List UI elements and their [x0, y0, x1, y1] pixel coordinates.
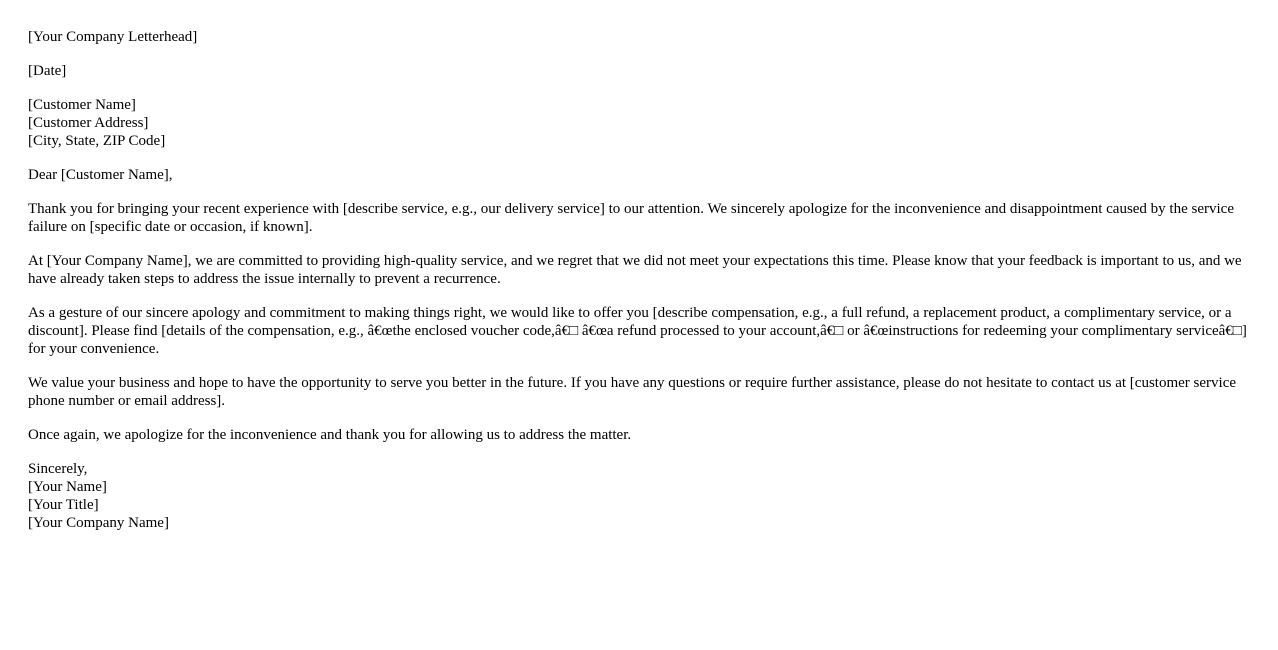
signer-company: [Your Company Name] [28, 515, 169, 531]
body-paragraph-1: Thank you for bringing your recent experience with [describe service, e.g., our delivery service] to our attention. We sincerely apologize for the inconvenience and disappointment caused by the service failure on [specific date or occasion, if known]. [28, 201, 1234, 235]
valediction: Sincerely, [28, 461, 88, 477]
letterhead: [Your Company Letterhead] [28, 29, 198, 45]
body-paragraph-3: As a gesture of our sincere apology and commitment to making things right, we would like to offer you [describe compensation, e.g., a full refund, a replacement product, a complimentary service, or a discount]. Please find [details of the compensation, e.g., â€œthe enclosed voucher code,â€□ â€œa refund processed to your account,â€□ or â€œinstructions for redeeming your complimentary serviceâ€□] for your convenience. [28, 305, 1247, 357]
recipient-name: [Customer Name] [28, 97, 136, 113]
body-paragraph-5: Once again, we apologize for the inconvenience and thank you for allowing us to address the matter. [28, 427, 632, 443]
letter-document [28, 28, 1250, 548]
signer-title: [Your Title] [28, 497, 99, 513]
closing-block [28, 460, 1250, 532]
signer-name: [Your Name] [28, 479, 107, 495]
recipient-block [28, 96, 1250, 150]
body-paragraph-4: We value your business and hope to have the opportunity to serve you better in the future. If you have any questions or require further assistance, please do not hesitate to contact us at [customer service phone number or email address]. [28, 375, 1237, 409]
salutation: Dear [Customer Name], [28, 167, 173, 183]
recipient-city-state-zip: [City, State, ZIP Code] [28, 133, 166, 149]
letter-date: [Date] [28, 63, 67, 79]
recipient-address: [Customer Address] [28, 115, 149, 131]
body-paragraph-2: At [Your Company Name], we are committed to providing high-quality service, and we regret that we did not meet your expectations this time. Please know that your feedback is important to us, and we have already taken steps to address the issue internally to prevent a recurrence. [28, 253, 1242, 287]
